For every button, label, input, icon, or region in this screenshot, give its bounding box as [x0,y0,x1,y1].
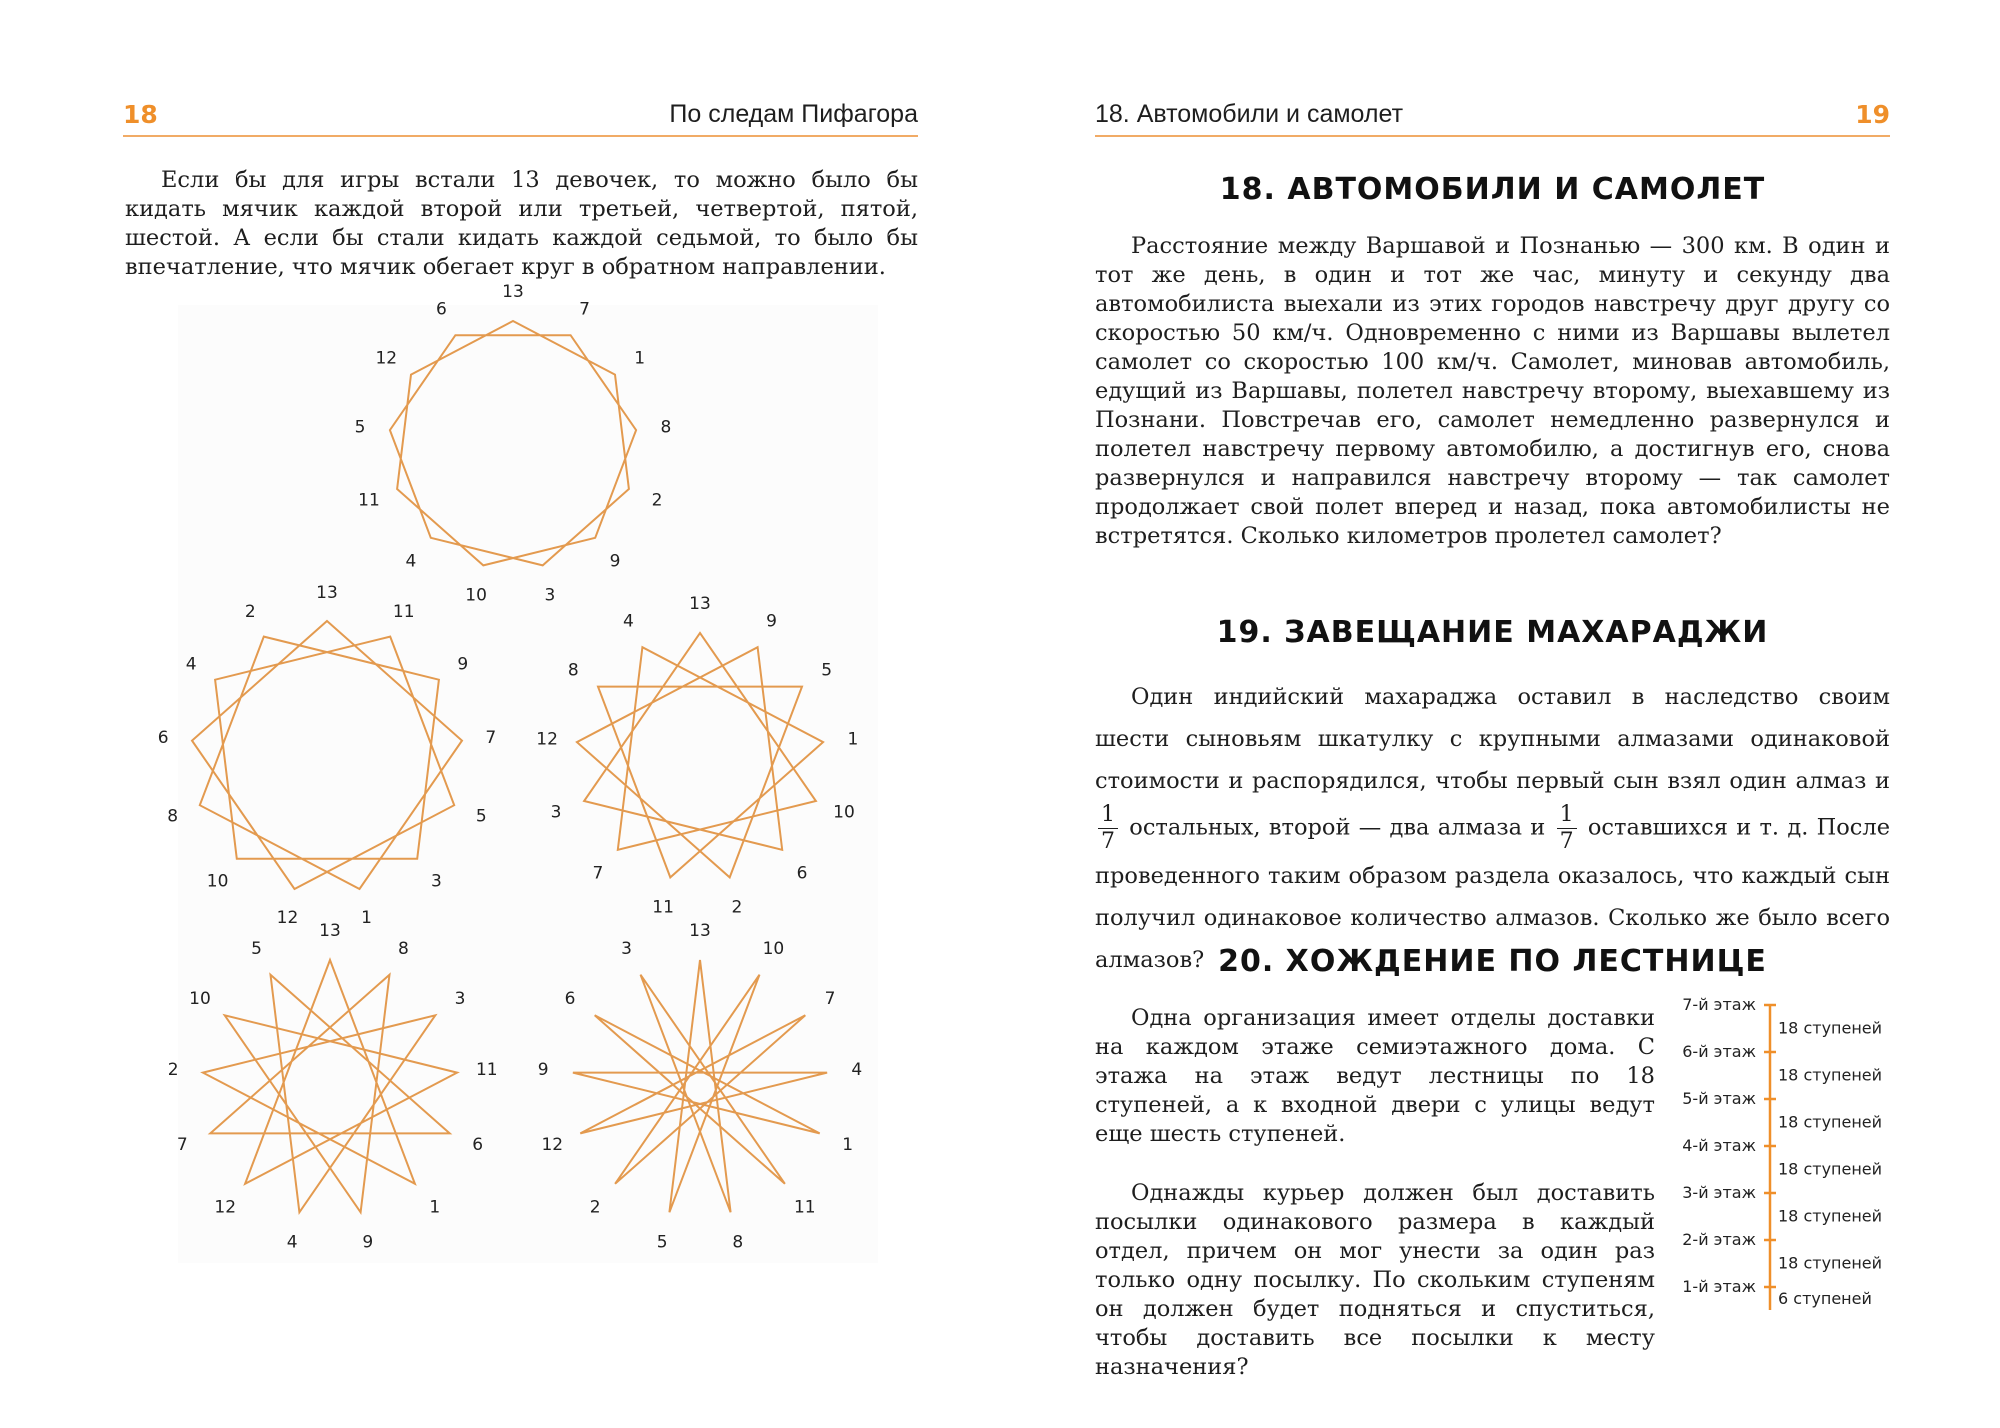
vertex-label: 12 [276,908,299,929]
vertex-label: 6 [564,989,576,1010]
floor-label: 3-й этаж [1682,1183,1756,1202]
vertex-label: 2 [651,490,663,511]
vertex-label: 10 [833,802,855,823]
vertex-label: 5 [354,417,366,438]
vertex-label: 7 [592,863,604,884]
problem-18-text: Расстояние между Варшавой и Познанью — 300 км. В один и тот же день, в один и тот же час, минуту и секунду два автомобилиста выехали из этих городов навстречу друг другу со скоростью 50 км/ч. Одновременно с ними из Варшавы вылетел самолет со скоростью 100 км/ч. Самолет, миновав автомобиль, едущий из Варшавы, полетел навстречу второму, выехавшему из Познани. Повстречав его, самолет немедленно развернулся и полетел навстречу первому автомобилю, а достигнув его, снова развернулся и направился навстречу второму — так самолет продолжает свой полет вперед и назад, пока автомобилисты не встретятся. Сколько километров пролетел самолет? [1095,233,1890,549]
vertex-label: 3 [621,939,633,960]
vertex-label: 13 [689,594,711,614]
vertex-label: 5 [656,1232,668,1253]
vertex-label: 4 [851,1060,863,1080]
floor-label: 2-й этаж [1682,1230,1756,1249]
header-rule-right [1095,135,1890,137]
vertex-label: 13 [502,282,524,302]
page-number-right: 19 [1855,100,1890,129]
steps-label: 18 ступеней [1778,1253,1883,1273]
vertex-label: 3 [430,871,442,892]
vertex-label: 5 [251,939,263,960]
vertex-label: 13 [689,921,711,941]
vertex-label: 12 [214,1197,237,1218]
floor-label: 4-й этаж [1682,1136,1756,1155]
vertex-label: 6 [796,863,808,884]
vertex-label: 9 [609,551,621,572]
vertex-label: 11 [358,490,380,511]
vertex-label: 9 [766,611,778,632]
vertex-label: 7 [485,728,497,749]
staircase-diagram [1660,990,1900,1330]
vertex-label: 2 [244,601,256,622]
vertex-label: 2 [167,1060,179,1080]
vertex-label: 10 [465,585,487,606]
vertex-label: 11 [392,601,415,622]
vertex-label: 6 [472,1135,484,1155]
floor-label: 5-й этаж [1682,1089,1756,1108]
intro-paragraph: Если бы для игры встали 13 девочек, то можно было бы кидать мячик каждой второй или третьей, четвертой, пятой, шестой. А если бы стали кидать каждой седьмой, то было бы впечатление, что мячик обегает круг в обратном направлении. [125,167,918,280]
vertex-label: 5 [475,806,487,827]
vertex-label: 8 [167,806,179,827]
problem-20-text-1: Одна организация имеет отделы доставки на каждом этаже семиэтажного дома. С этажа на этаж ведут лестницы по 18 ступеней, а к входной двери с улицы ведут еще шесть ступеней. [1095,1005,1655,1147]
steps-label: 6 ступеней [1778,1289,1872,1308]
vertex-label: 10 [206,871,229,892]
vertex-label: 5 [821,660,833,681]
vertex-label: 6 [157,728,169,749]
vertex-label: 8 [567,660,579,681]
running-head-left: По следам Пифагора [669,100,918,128]
vertex-label: 2 [589,1197,601,1218]
vertex-label: 1 [634,348,646,369]
fraction-one-seventh-2: $\frac{1}{7}$ [1557,802,1577,855]
vertex-label: 7 [579,299,591,320]
vertex-label: 9 [537,1060,549,1080]
vertex-label: 10 [762,939,785,960]
steps-label: 18 ступеней [1778,1018,1883,1038]
vertex-label: 3 [550,802,562,823]
vertex-label: 13 [319,921,341,941]
steps-label: 18 ступеней [1778,1065,1883,1085]
floor-label: 6-й этаж [1682,1042,1756,1061]
vertex-label: 1 [429,1197,441,1218]
steps-label: 18 ступеней [1778,1159,1883,1179]
vertex-label: 12 [536,729,558,750]
vertex-label: 8 [660,417,672,438]
vertex-label: 4 [286,1232,298,1253]
vertex-label: 4 [185,654,197,675]
floor-label: 1-й этаж [1682,1277,1756,1296]
vertex-label: 10 [189,989,211,1010]
vertex-label: 1 [361,908,372,929]
vertex-label: 7 [176,1135,188,1155]
problem-18-title: 18. АВТОМОБИЛИ И САМОЛЕТ [1219,172,1766,207]
vertex-label: 12 [375,348,398,369]
vertex-label: 9 [457,654,469,675]
problem-20-text-2: Однажды курьер должен был доставить посылки одинакового размера в каждый отдел, причем он мог унести за один раз только одну посылку. По скольким ступеням он должен будет подняться и спуститься, чтобы доставить все посылки к месту назначения? [1095,1180,1655,1380]
problem-20-title: 20. ХОЖДЕНИЕ ПО ЛЕСТНИЦЕ [1218,944,1767,979]
vertex-label: 2 [731,897,743,918]
vertex-label: 9 [362,1232,374,1253]
running-head-right: 18. Автомобили и самолет [1095,100,1404,128]
vertex-label: 11 [793,1197,816,1218]
steps-label: 18 ступеней [1778,1112,1883,1132]
problem-19-text: Один индийский махараджа оставил в наследство своим шести сыновьям шкатулку с крупными алмазами одинаковой стоимости и распорядился, чтобы первый сын взял один алмаз и $\frac{1}{7}$ остальных, второй — два алмаза и $\frac{1}{7}$ оставшихся и т. д. После проведенного таким образом раздела оказалось, что каждый сын получил одинаковое количество алмазов. Сколько же было всего алмазов? [1095,684,1891,973]
vertex-label: 4 [622,611,634,632]
vertex-label: 6 [435,299,447,320]
vertex-label: 13 [316,583,338,603]
page-number-left: 18 [123,100,158,129]
figures-background [178,305,878,1263]
vertex-label: 12 [541,1135,564,1155]
vertex-label: 1 [842,1135,854,1155]
vertex-label: 8 [732,1232,744,1253]
vertex-label: 4 [405,551,417,572]
fraction-one-seventh: $\frac{1}{7}$ [1098,802,1118,855]
vertex-label: 3 [544,585,556,606]
vertex-label: 8 [397,939,409,960]
steps-label: 18 ступеней [1778,1206,1883,1226]
vertex-label: 11 [652,897,674,918]
vertex-label: 11 [475,1060,498,1080]
vertex-label: 7 [824,989,836,1010]
problem-19-title: 19. ЗАВЕЩАНИЕ МАХАРАДЖИ [1216,615,1769,650]
floor-label: 7-й этаж [1682,995,1756,1014]
vertex-label: 3 [454,989,466,1010]
vertex-label: 1 [847,729,859,750]
